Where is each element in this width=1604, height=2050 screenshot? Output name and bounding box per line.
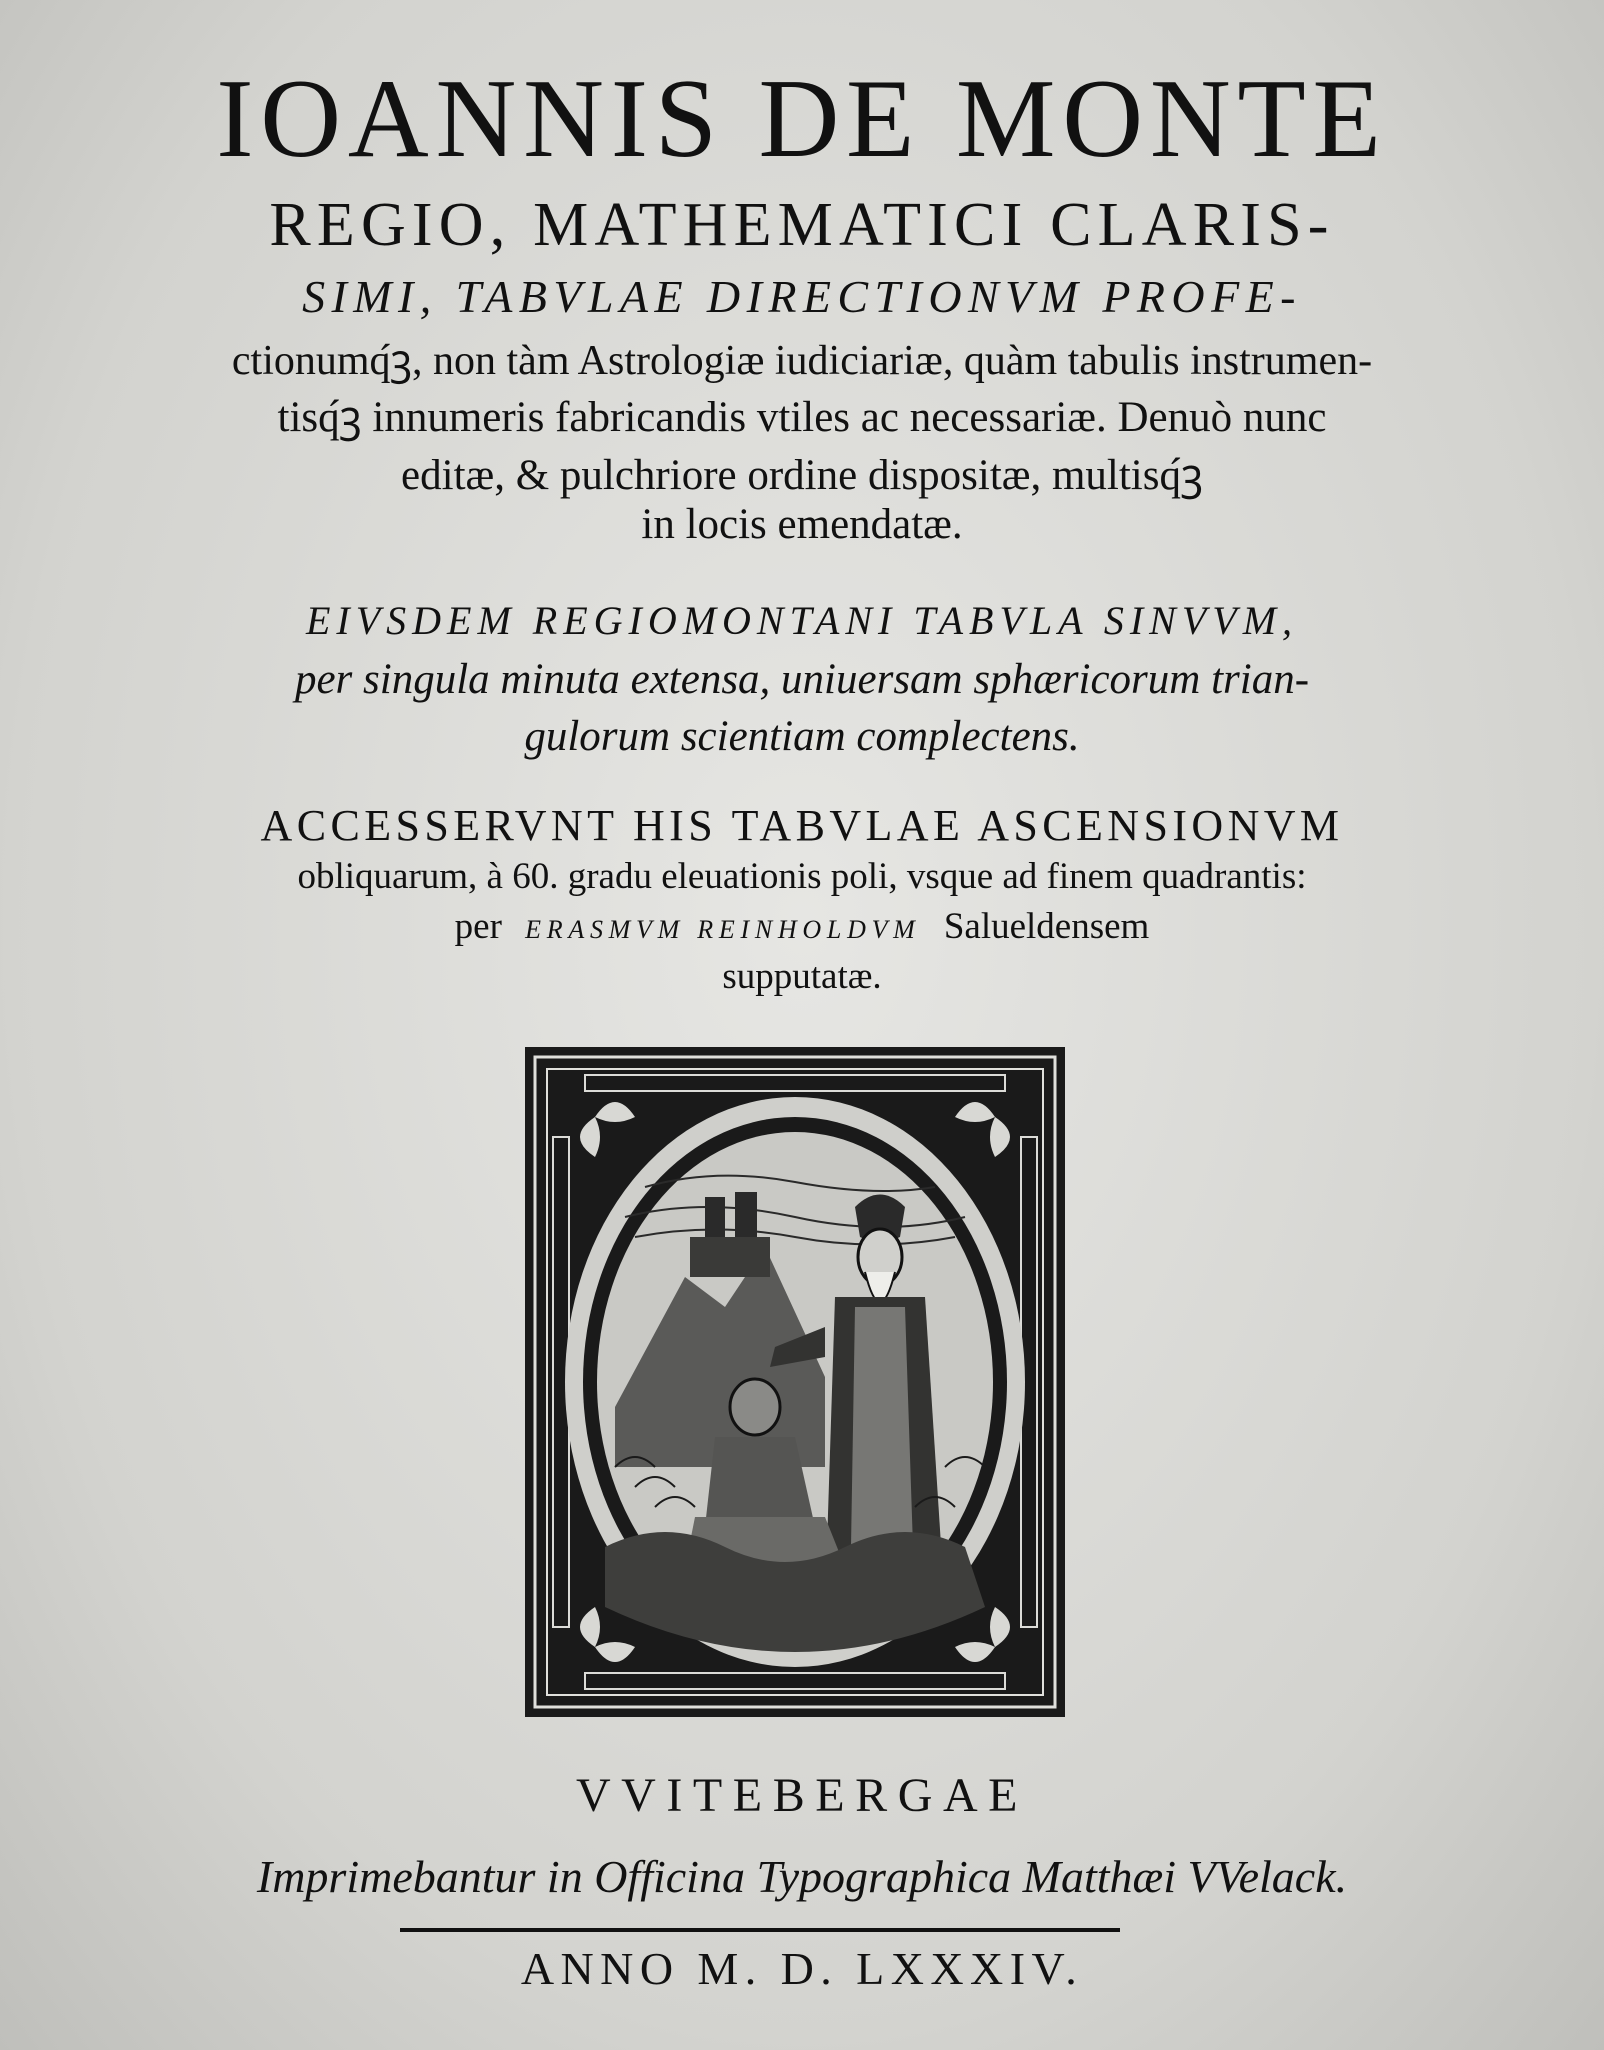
per-word: per [454,906,502,947]
title-line-5: tisq́ꝫ innumeris fabricandis vtiles ac necessariæ. Denuò nunc [277,394,1327,441]
title-line-3: SIMI, TABVLAE DIRECTIONVM PROFE- [302,271,1302,322]
accesserunt-line-3 [0,905,1604,948]
woodcut-printer-device-icon [525,1047,1065,1717]
imprint-city: VVITEBERGAE [575,1769,1029,1822]
accesserunt-line-2: obliquarum, à 60. gradu eleuationis poli, vsque ad finem quadrantis: [297,856,1307,897]
title-line-7: in locis emendatæ. [641,501,963,548]
sinus-line-3: gulorum scientiam complectens. [524,713,1080,760]
author-name: ERASMVM REINHOLDVM [525,915,921,944]
title-line-4: ctionumq́ꝫ, non tàm Astrologiæ iudiciariæ, quàm tabulis instrumen- [231,338,1373,384]
title-line-6: editæ, & pulchriore ordine dispositæ, multisq́ꝫ [401,452,1203,499]
imprint-year: ANNO M. D. LXXXIV. [520,1943,1084,1994]
sinus-heading: EIVSDEM REGIOMONTANI TABVLA SINVVM, [305,598,1299,643]
sinus-line-2: per singula minuta extensa, uniuersam sphæricorum trian- [294,656,1310,703]
title-line-2: REGIO, MATHEMATICI CLARIS- [269,191,1335,259]
imprint-rule [400,1928,1120,1932]
accesserunt-line-4: supputatæ. [722,956,882,997]
imprint-printer: Imprimebantur in Officina Typographica Matthæi VVelack. [256,1851,1348,1902]
accesserunt-heading: ACCESSERVNT HIS TABVLAE ASCENSIONVM [260,801,1344,850]
salueldensem-word: Salueldensem [943,906,1150,947]
title-line-1: IOANNIS DE MONTE [216,57,1388,181]
